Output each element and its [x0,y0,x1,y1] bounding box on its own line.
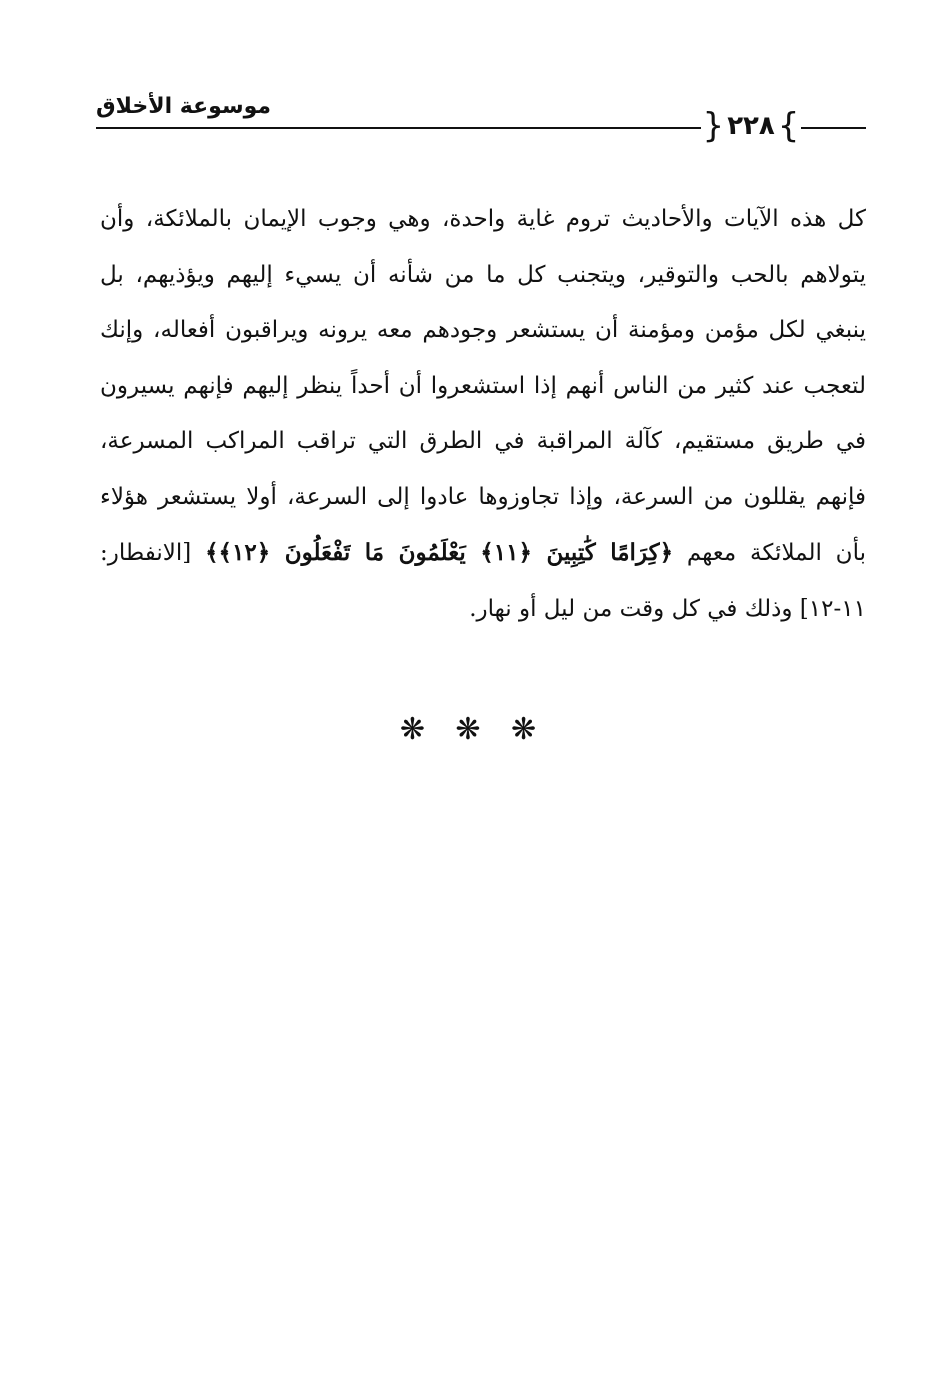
page-number-value: ٢٢٨ [727,111,775,141]
quran-bracket-close: ﴾ [205,539,219,566]
verse-citation: [الانفطار: ١١-١٢] [100,540,866,622]
page-header [96,88,866,148]
quran-verse: كِرَامًا كَٰتِبِينَ ﴿١١﴾ يَعْلَمُونَ مَا تَفْعَلُونَ ﴿١٢﴾ [218,539,660,566]
page-number-brace-right: { [702,106,725,146]
page-number-brace-left: } [777,106,800,146]
section-separator: ❋ ❋ ❋ [399,712,547,747]
page-number [701,106,801,146]
quran-bracket-open: ﴿ [659,539,674,566]
paragraph-text-end: وذلك في كل وقت من ليل أو نهار. [469,595,793,622]
body-paragraph [100,192,866,637]
paragraph-text: كل هذه الآيات والأحاديث تروم غاية واحدة، وهي وجوب الإيمان بالملائكة، وأن يتولاهم بالحب والتوقير، ويتجنب كل ما من شأنه أن يسيء إليهم ويؤذيهم، بل ينبغي لكل مؤمن ومؤمنة أن يستشعر وجودهم معه يرونه ويراقبون أفعاله، وإنك لتعجب عند كثير من الناس أنهم إذا استشعروا أن أحداً ينظر إليهم فإنهم يسيرون في طريق مستقيم، كآلة المراقبة في الطرق التي تراقب المراكب المسرعة، فإنهم يقللون من السرعة، وإذا تجاوزوها عادوا إلى السرعة، أولا يستشعر هؤلاء بأن الملائكة معهم [100,206,866,566]
book-title: موسوعة الأخلاق [96,94,285,119]
